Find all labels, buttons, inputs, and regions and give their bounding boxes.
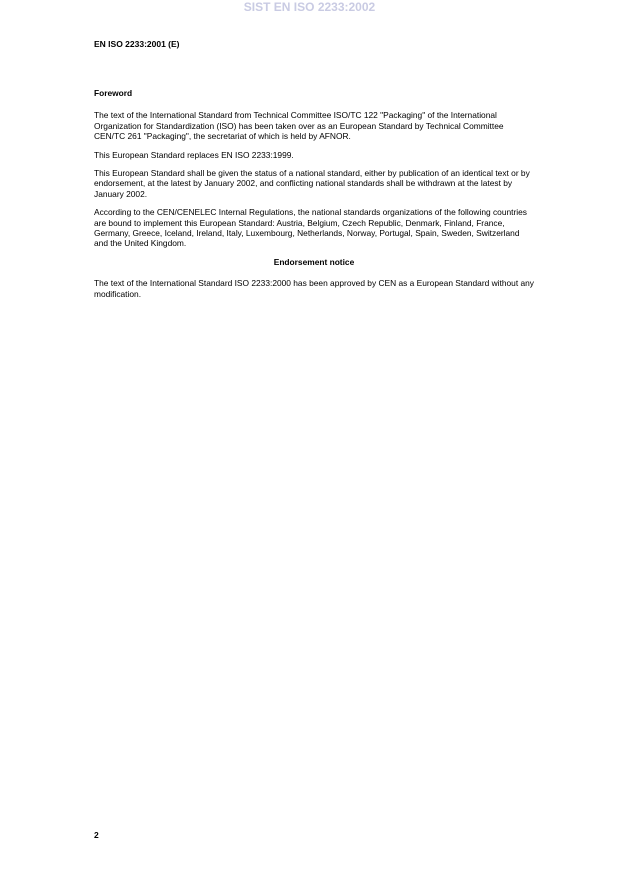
main-content: [94, 88, 534, 307]
foreword-paragraph-1: The text of the International Standard from Technical Committee ISO/TC 122 "Packaging" of the International Organization for Standardization (ISO) has been taken over as an European Standard by Technical Committee CEN/TC 261 "Packaging", the secretariat of which is held by AFNOR.: [94, 110, 504, 142]
foreword-paragraph-2: This European Standard replaces EN ISO 2233:1999.: [94, 149, 294, 160]
watermark: SIST EN ISO 2233:2002: [243, 0, 376, 14]
endorsement-heading: Endorsement notice: [273, 256, 355, 267]
document-id-header: EN ISO 2233:2001 (E): [94, 39, 180, 49]
foreword-paragraph-4: According to the CEN/CENELEC Internal Regulations, the national standards organizations of the following countries are bound to implement this European Standard: Austria, Belgium, Czech Republic, Denmark, Finland, France, Germany, Greece, Iceland, Ireland, Italy, Luxembourg, Netherlands, Norway, Portugal, Spain, Sweden, Switzerland and the United Kingdom.: [94, 207, 527, 249]
foreword-paragraph-3: This European Standard shall be given the status of a national standard, either by publication of an identical text or by endorsement, at the latest by January 2002, and conflicting national standards shall be withdrawn at the latest by January 2002.: [94, 168, 530, 199]
endorsement-text: The text of the International Standard ISO 2233:2000 has been approved by CEN as a European Standard without any modification.: [94, 278, 534, 299]
foreword-heading: Foreword: [94, 88, 133, 98]
page-number: 2: [94, 830, 99, 840]
